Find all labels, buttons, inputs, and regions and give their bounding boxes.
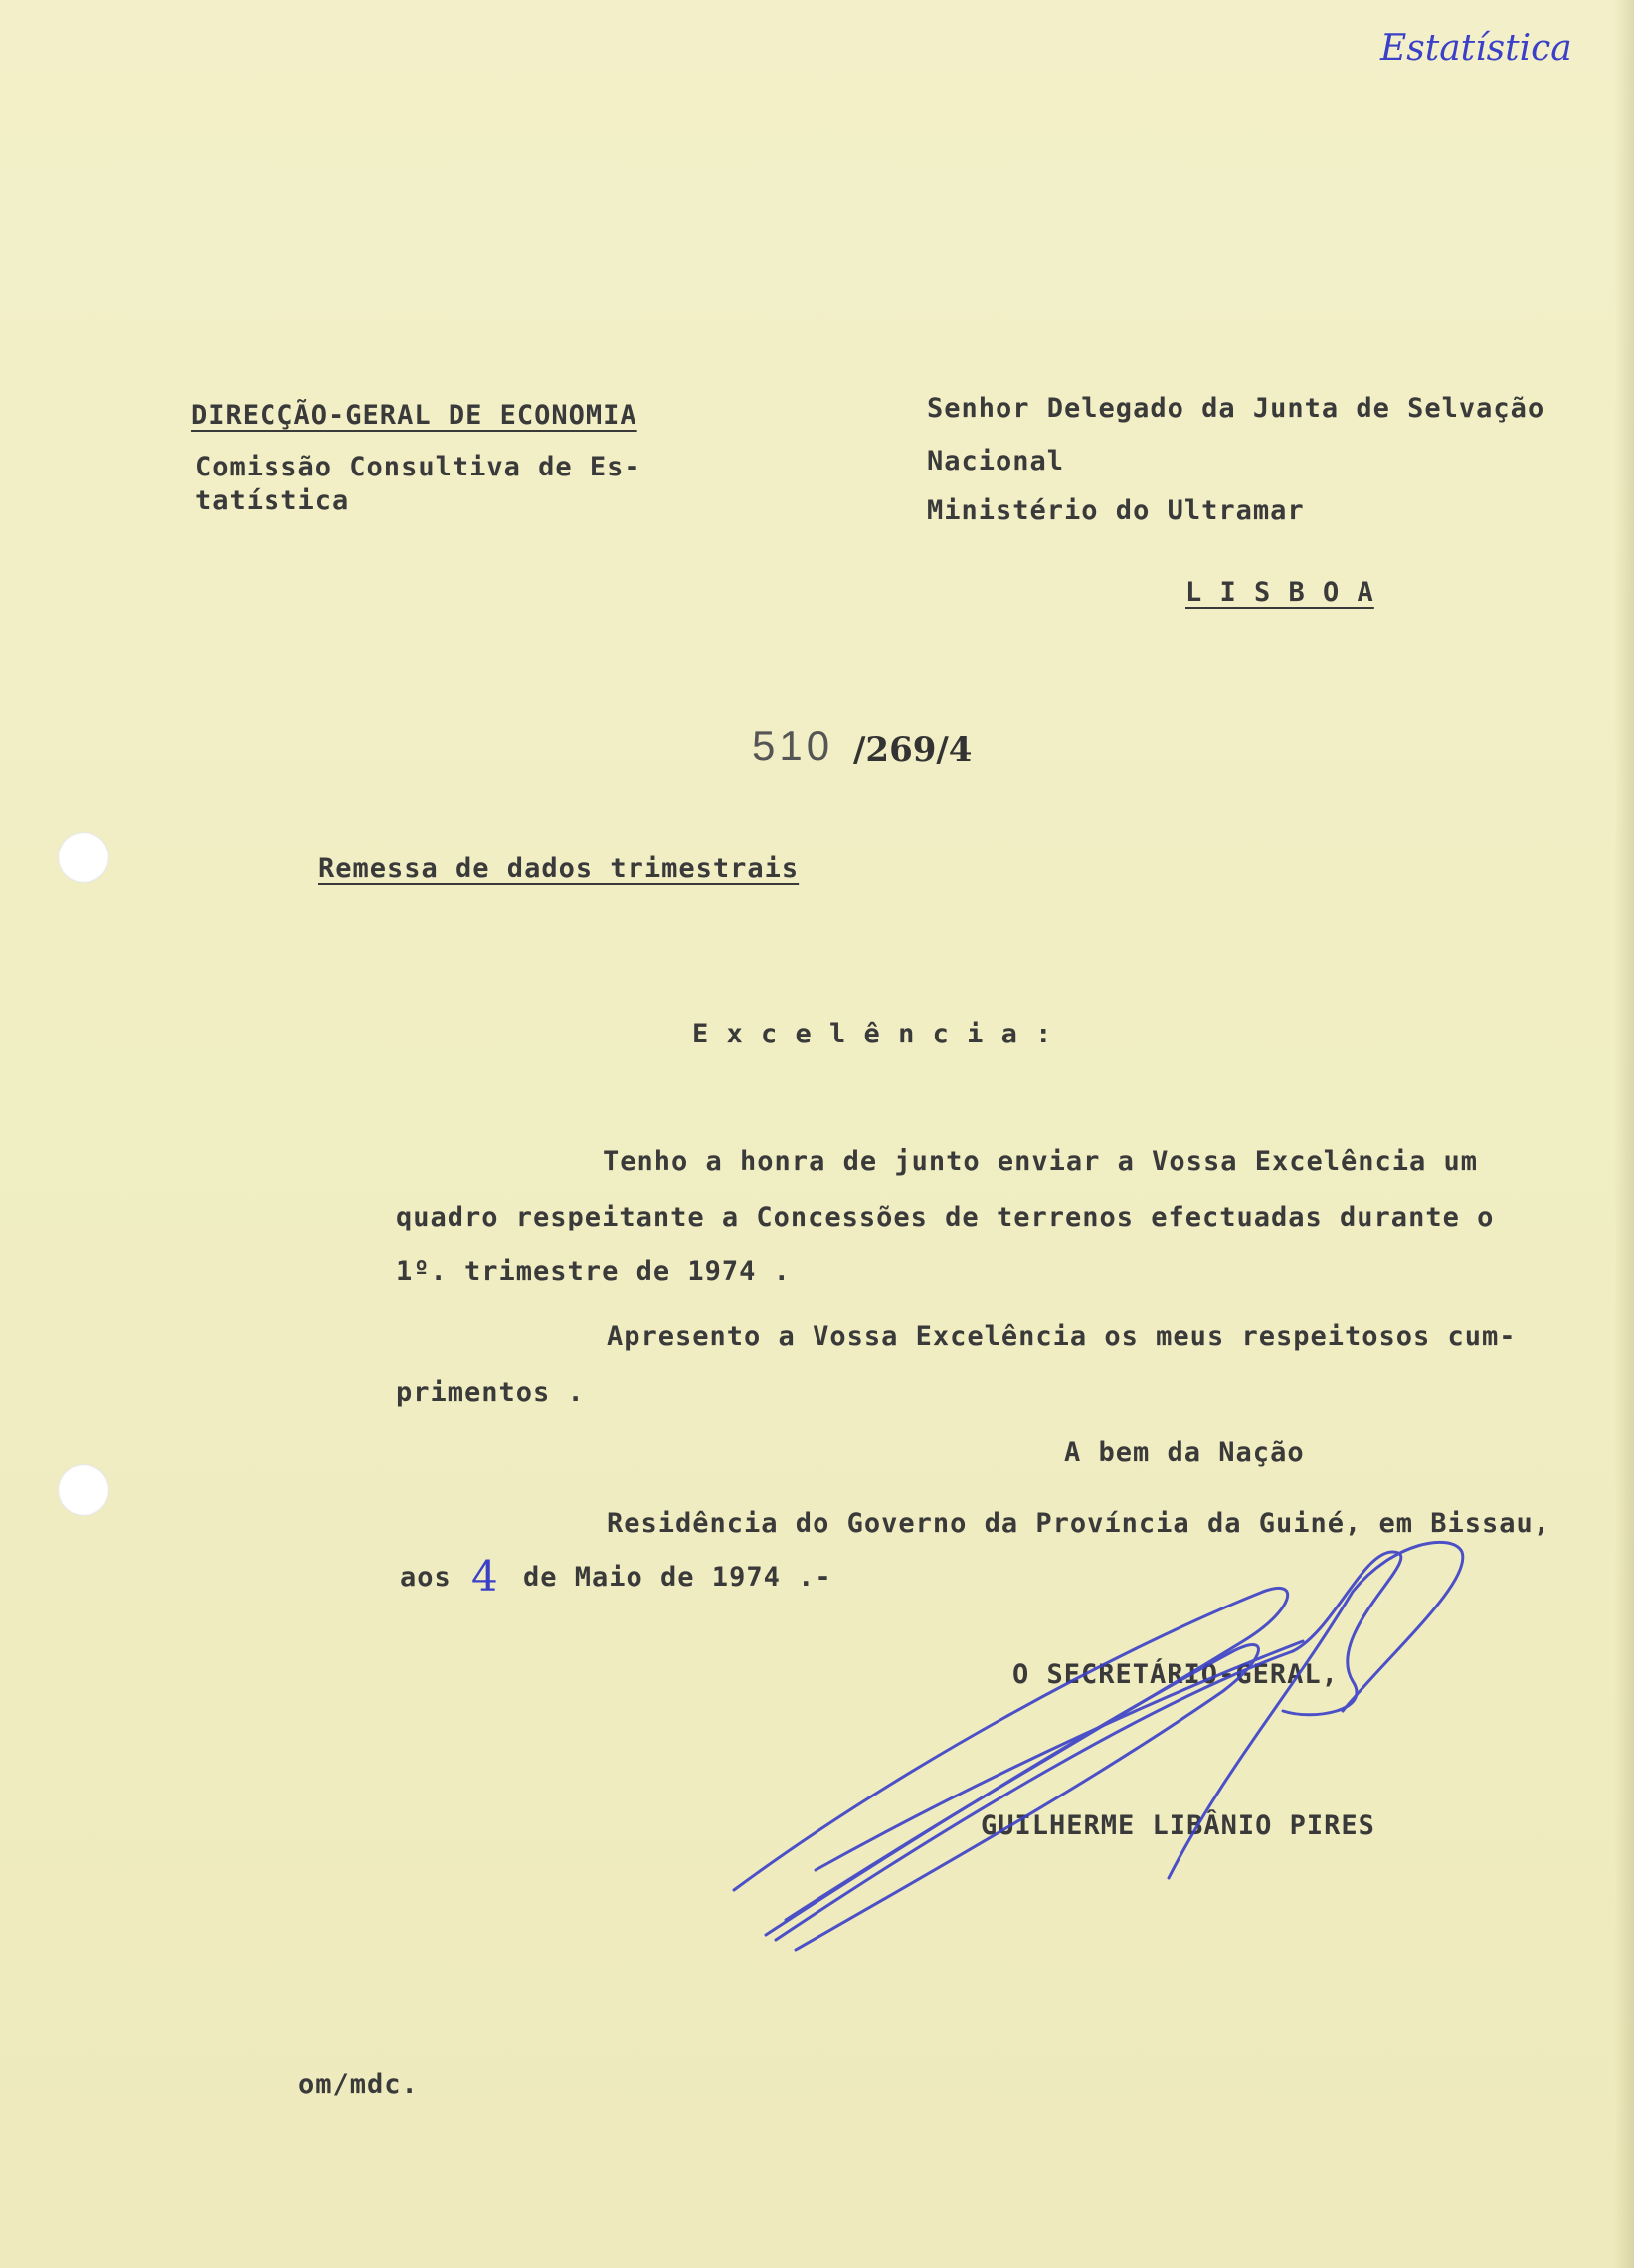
closing-date-day: 4: [471, 1552, 498, 1601]
addressee-line2: Nacional: [927, 446, 1065, 476]
closing-date-suffix: de Maio de 1974 .-: [523, 1562, 832, 1593]
closing-place-line: Residência do Governo da Província da Guiné, em Bissau,: [607, 1508, 1551, 1539]
sender-commission-line1: Comissão Consultiva de Es-: [195, 452, 641, 482]
sender-department: DIRECÇÃO-GERAL DE ECONOMIA: [191, 400, 637, 431]
body-p1-line3: 1º. trimestre de 1974 .: [396, 1256, 791, 1287]
punch-hole-bottom: [58, 1464, 109, 1516]
body-p2-line1: Apresento a Vossa Excelência os meus respeitosos cum-: [607, 1321, 1517, 1352]
body-p2-line2: primentos .: [396, 1377, 585, 1408]
addressee-line1: Senhor Delegado da Junta de Selvação: [927, 393, 1545, 424]
typist-initials: om/mdc.: [298, 2069, 419, 2100]
subject-line: Remessa de dados trimestrais: [318, 853, 800, 884]
addressee-line3: Ministério do Ultramar: [927, 495, 1305, 526]
body-p1-line2: quadro respeitante a Concessões de terrenos efectuadas durante o: [396, 1202, 1495, 1232]
signatory-name: GUILHERME LIBÂNIO PIRES: [981, 1810, 1375, 1841]
handwritten-annotation: Estatística: [1380, 28, 1572, 69]
reference-handwritten-suffix: /269/4: [853, 730, 973, 770]
sender-commission-line2: tatística: [195, 485, 350, 516]
signatory-title: O SECRETÁRIO-GERAL,: [1012, 1659, 1339, 1690]
closing-date-prefix: aos: [400, 1562, 452, 1593]
reference-stamped-number: 510: [752, 722, 834, 769]
body-p1-line1: Tenho a honra de junto enviar a Vossa Excelência um: [603, 1146, 1479, 1177]
salutation: E x c e l ê n c i a :: [692, 1019, 1053, 1049]
closing-motto: A bem da Nação: [1064, 1437, 1305, 1468]
page-edge-shadow: [1614, 0, 1634, 2268]
punch-hole-top: [58, 832, 109, 883]
addressee-city: L I S B O A: [1185, 577, 1374, 608]
